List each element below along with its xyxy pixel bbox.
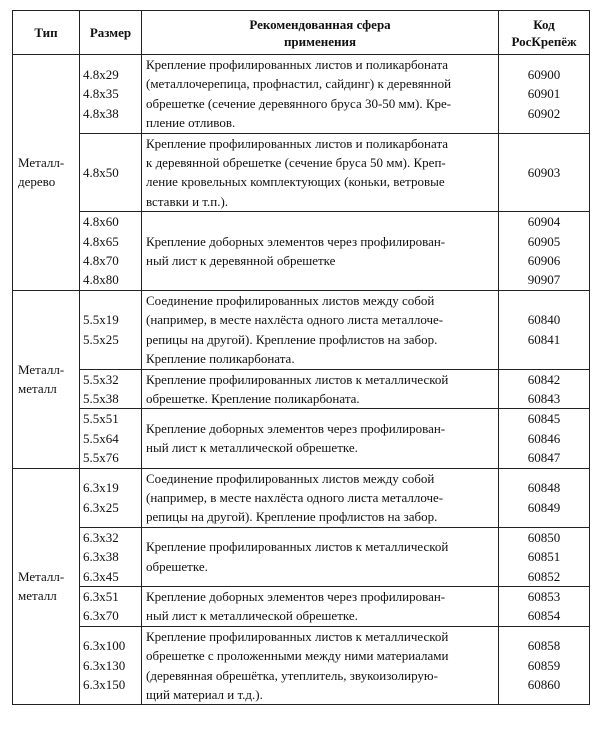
- type-cell-line: металл: [18, 588, 57, 604]
- size-cell-line: 4.8x29: [83, 66, 119, 82]
- size-cell-line: 6.3x19: [83, 480, 119, 496]
- size-cell-line: 4.8x38: [83, 105, 119, 121]
- size-cell-line: 4.8x50: [83, 164, 119, 180]
- application-cell-line: Соединение профилированных листов между собой: [146, 292, 435, 308]
- size-cell: [80, 133, 142, 212]
- code-cell-line: 60900: [527, 66, 561, 82]
- application-cell-line: Крепление профилированных листов и поликарбоната: [146, 57, 449, 72]
- size-cell-line: 5.5x19: [83, 312, 119, 328]
- code-cell-line: 60852: [527, 568, 561, 584]
- code-cell-line: 60849: [527, 499, 561, 515]
- size-cell: [80, 290, 142, 369]
- application-cell-line: Крепление доборных элементов через профилирован-: [146, 233, 446, 249]
- code-cell: [499, 527, 590, 586]
- application-cell-line: репицы на другой). Крепление профлистов на забор.: [146, 509, 438, 525]
- code-cell-line: 60905: [527, 233, 561, 249]
- type-cell-line: Металл-: [18, 361, 65, 377]
- code-cell: [499, 290, 590, 369]
- code-cell-line: 60860: [527, 677, 561, 693]
- size-cell-line: 6.3x38: [83, 549, 119, 565]
- application-cell-line: обрешетке.: [146, 558, 208, 574]
- code-cell-line: 60858: [527, 638, 561, 654]
- code-cell-line: 60850: [527, 529, 561, 545]
- size-cell-line: 4.8x60: [83, 214, 119, 230]
- application-cell: [142, 55, 499, 134]
- table-row: [13, 369, 590, 409]
- size-cell-line: 4.8x65: [83, 233, 119, 249]
- application-cell-line: (деревянная обрешётка, утеплитель, звукоизолирую-: [146, 667, 438, 683]
- code-cell-line: 60901: [527, 86, 561, 102]
- size-cell: [80, 409, 142, 468]
- application-cell-line: Крепление поликарбоната.: [146, 351, 295, 367]
- application-cell: [142, 527, 499, 586]
- size-cell-line: 4.8x35: [83, 86, 119, 102]
- table-row: [13, 133, 590, 212]
- code-cell-line: 60903: [527, 164, 561, 180]
- application-cell-line: обрешетке. Крепление поликарбоната.: [146, 390, 360, 406]
- header-size: Размер: [80, 11, 142, 55]
- size-cell: [80, 212, 142, 291]
- application-cell-line: Крепление профилированных листов и поликарбоната: [146, 135, 449, 151]
- application-cell-line: ный лист к деревянной обрешетке: [146, 253, 336, 269]
- size-cell-line: 5.5x51: [83, 411, 119, 427]
- application-cell-line: вставки и т.п.).: [146, 193, 229, 209]
- type-cell: [13, 290, 80, 468]
- application-cell-line: (например, в месте нахлёста одного листа металлоче-: [146, 489, 444, 505]
- application-cell-line: (например, в месте нахлёста одного листа металлоче-: [146, 312, 444, 328]
- table-row: [13, 527, 590, 586]
- size-cell-line: 5.5x32: [83, 371, 119, 387]
- code-cell-line: 60842: [527, 371, 561, 387]
- table-row: [13, 586, 590, 626]
- application-cell-line: Крепление профилированных листов к металлической: [146, 628, 449, 644]
- size-cell-line: 6.3x51: [83, 588, 119, 604]
- size-cell: [80, 527, 142, 586]
- application-cell: [142, 586, 499, 626]
- size-cell: [80, 369, 142, 409]
- size-cell-line: 5.5x38: [83, 390, 119, 406]
- code-cell: [499, 409, 590, 468]
- application-cell: [142, 290, 499, 369]
- header-row: [13, 11, 590, 55]
- table-row: [13, 409, 590, 468]
- type-cell: [13, 55, 80, 291]
- code-cell-line: 60843: [527, 390, 561, 406]
- size-cell-line: 6.3x25: [83, 499, 119, 515]
- code-cell: [499, 55, 590, 134]
- size-cell: [80, 55, 142, 134]
- code-cell-line: 60840: [527, 312, 561, 328]
- application-cell-line: обрешетке с проложенными между ними материалами: [146, 648, 449, 664]
- application-cell-line: к деревянной обрешетке (сечение бруса 50 мм). Креп-: [146, 155, 446, 171]
- size-cell-line: 4.8x80: [83, 272, 119, 288]
- application-cell: [142, 468, 499, 527]
- application-cell: [142, 212, 499, 291]
- code-cell-line: 60906: [527, 253, 561, 269]
- code-cell-line: 60846: [527, 430, 561, 446]
- code-cell: [499, 369, 590, 409]
- size-cell-line: 6.3x150: [83, 677, 126, 693]
- header-code: Код РосКрепёж: [499, 11, 590, 55]
- table-row: [13, 212, 590, 291]
- size-cell-line: 6.3x32: [83, 529, 119, 545]
- code-cell: [499, 626, 590, 705]
- size-cell-line: 6.3x70: [83, 608, 119, 624]
- code-cell: [499, 468, 590, 527]
- application-cell-line: репицы на другой). Крепление профлистов на забор.: [146, 331, 438, 347]
- application-cell-line: (металлочерепица, профнастил, сайдинг) к деревянной: [146, 76, 452, 92]
- header-application: Рекомендованная сфера применения: [142, 11, 499, 55]
- code-cell: [499, 212, 590, 291]
- code-cell: [499, 586, 590, 626]
- header-type: Тип: [13, 11, 80, 55]
- table-body: [13, 55, 590, 705]
- application-cell-line: Крепление доборных элементов через профилирован-: [146, 421, 446, 437]
- size-cell-line: 5.5x76: [83, 450, 119, 466]
- application-cell-line: Крепление профилированных листов к металлической: [146, 371, 449, 387]
- size-cell-line: 6.3x130: [83, 657, 126, 673]
- code-cell-line: 60854: [527, 608, 561, 624]
- code-cell-line: 60851: [527, 549, 561, 565]
- code-cell-line: 60859: [527, 657, 561, 673]
- code-cell-line: 60847: [527, 450, 561, 466]
- application-cell-line: ный лист к металлической обрешетке.: [146, 440, 358, 456]
- application-cell: [142, 133, 499, 212]
- size-cell-line: 6.3x100: [83, 638, 126, 654]
- type-cell-line: металл: [18, 381, 57, 397]
- application-cell-line: щий материал и т.д.).: [146, 687, 263, 702]
- size-cell-line: 5.5x64: [83, 430, 119, 446]
- code-cell-line: 60853: [527, 588, 561, 604]
- screw-table: [12, 10, 590, 705]
- application-cell: [142, 626, 499, 705]
- table-row: [13, 626, 590, 705]
- size-cell: [80, 586, 142, 626]
- code-cell-line: 60845: [527, 411, 561, 427]
- application-cell: [142, 409, 499, 468]
- application-cell-line: ление кровельных комплектующих (коньки, ветровые: [146, 174, 445, 190]
- type-cell-line: Металл-: [18, 155, 65, 171]
- application-cell: [142, 369, 499, 409]
- type-cell-line: дерево: [18, 174, 56, 190]
- code-cell-line: 90907: [527, 272, 561, 288]
- type-cell-line: Металл-: [18, 569, 65, 585]
- table-row: [13, 55, 590, 134]
- application-cell-line: Соединение профилированных листов между собой: [146, 470, 435, 486]
- size-cell: [80, 468, 142, 527]
- code-cell-line: 60902: [527, 105, 561, 121]
- application-cell-line: Крепление профилированных листов к металлической: [146, 539, 449, 555]
- type-cell: [13, 468, 80, 705]
- application-cell-line: Крепление доборных элементов через профилирован-: [146, 588, 446, 604]
- code-cell-line: 60841: [527, 331, 561, 347]
- application-cell-line: пление отливов.: [146, 115, 236, 131]
- code-cell: [499, 133, 590, 212]
- application-cell-line: ный лист к металлической обрешетке.: [146, 608, 358, 624]
- application-cell-line: обрешетке (сечение деревянного бруса 30-50 мм). Кре-: [146, 95, 452, 111]
- table-row: [13, 290, 590, 369]
- size-cell-line: 4.8x70: [83, 253, 119, 269]
- code-cell-line: 60904: [527, 214, 561, 230]
- table-row: [13, 468, 590, 527]
- code-cell-line: 60848: [527, 480, 561, 496]
- size-cell-line: 6.3x45: [83, 568, 119, 584]
- size-cell: [80, 626, 142, 705]
- size-cell-line: 5.5x25: [83, 331, 119, 347]
